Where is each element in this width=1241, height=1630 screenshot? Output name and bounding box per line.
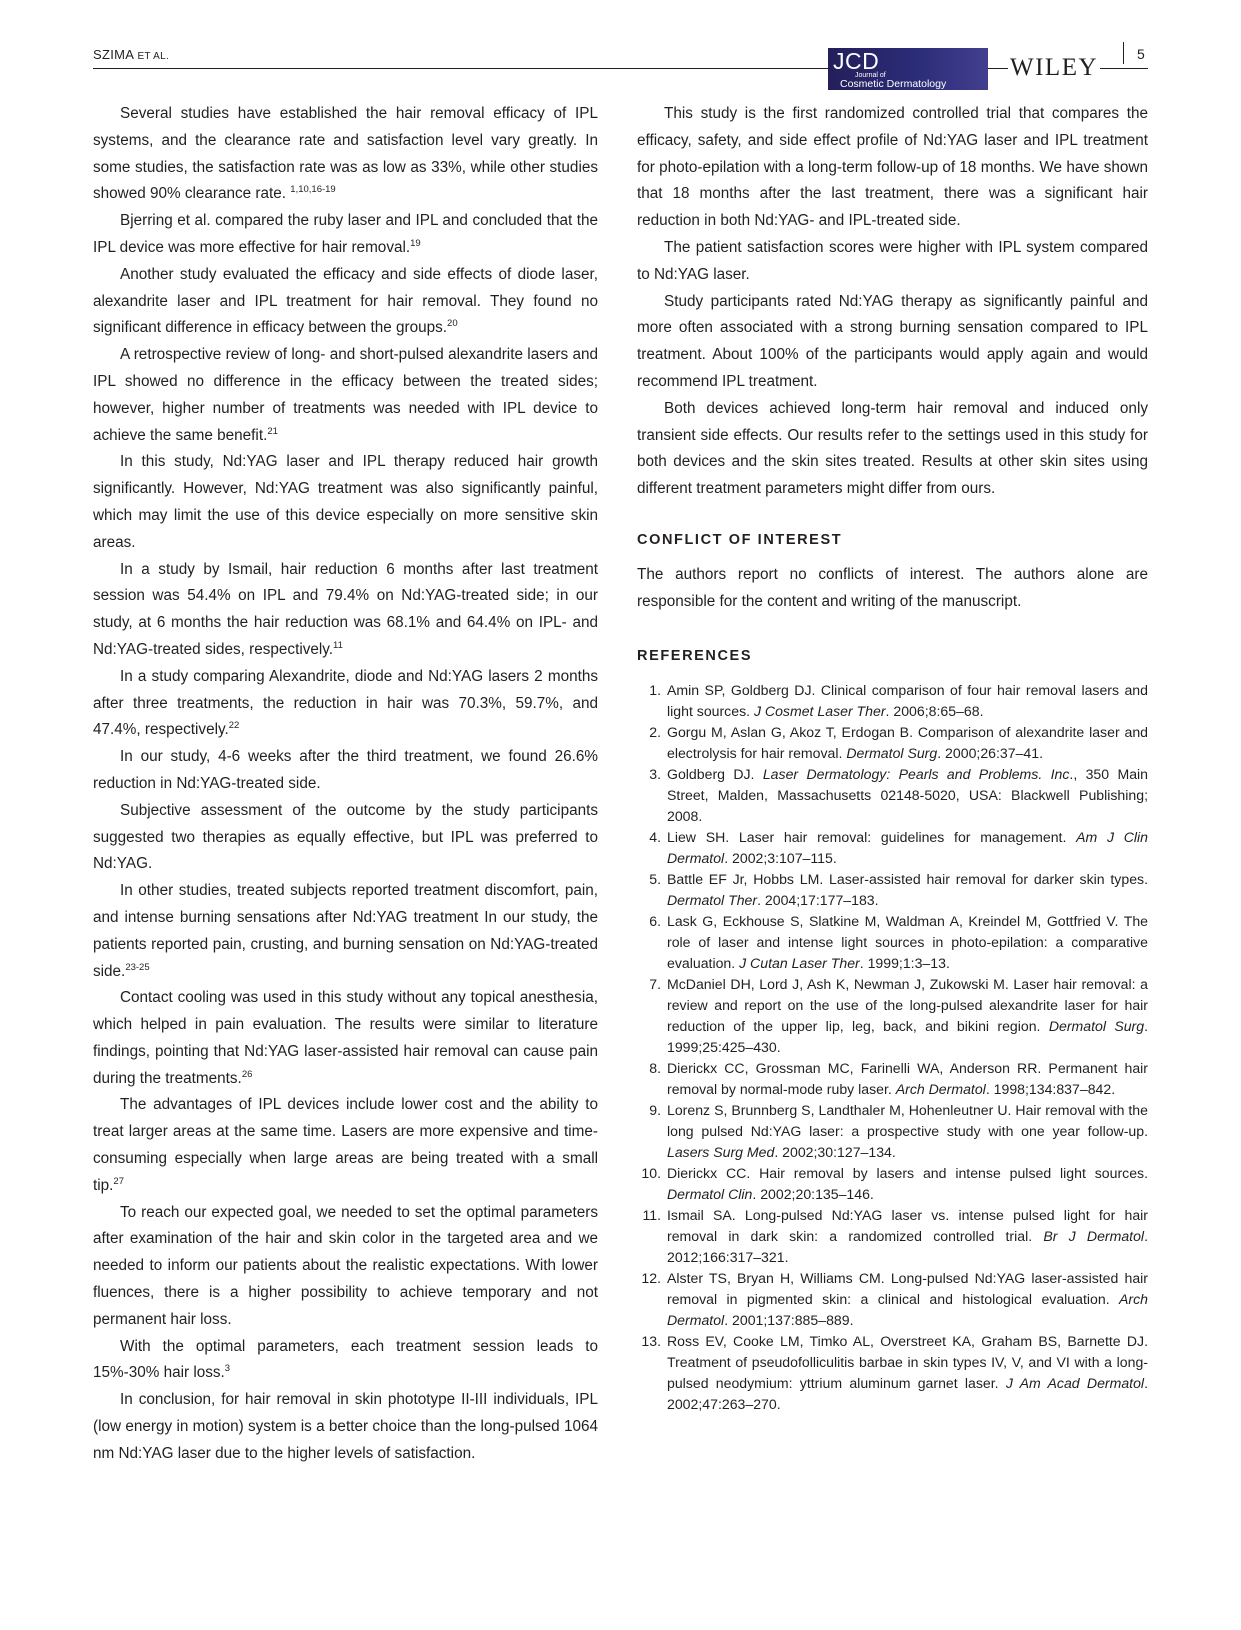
citation: 11 bbox=[333, 639, 343, 651]
reference-item bbox=[637, 1058, 1148, 1100]
reference-journal: Dermatol Ther bbox=[667, 891, 758, 908]
citation: 20 bbox=[447, 318, 458, 330]
paragraph: Both devices achieved long-term hair removal and induced only transient side effects. Our results refer to the settings used in this study for both devices and the skin sites treated. Results at other skin sites using different treatment parameters might differ from ours. bbox=[637, 399, 1148, 498]
reference-list bbox=[637, 680, 1148, 1415]
reference-journal: J Cosmet Laser Ther bbox=[753, 702, 886, 719]
reference-journal: Am J Clin Dermatol bbox=[667, 828, 1148, 866]
reference-item bbox=[637, 911, 1148, 974]
page-header bbox=[0, 0, 1241, 100]
reference-number: 7. bbox=[649, 975, 661, 992]
paragraph: In a study by Ismail, hair reduction 6 months after last treatment session was 54.4% on IPL and 79.4% on Nd:YAG-treated side; in our study, at 6 months the hair reduction was 68.1% and 64.4% on IPL- and Nd:YAG-treated sides, respectively.$^{11}$ bbox=[93, 560, 598, 658]
reference-text: McDaniel DH, Lord J, Ash K, Newman J, Zukowski M. Laser hair removal: a review and report on the use of the long-pulsed alexandrite laser for hair reduction of the upper lip, leg, back, and bikini region. Dermatol Surg. 1999;25:425–430. bbox=[667, 975, 1149, 1055]
citation: 19 bbox=[410, 237, 421, 249]
reference-journal: J Am Acad Dermatol bbox=[1005, 1374, 1145, 1391]
reference-item bbox=[637, 680, 1148, 722]
reference-number: 13. bbox=[641, 1332, 661, 1349]
paragraph: To reach our expected goal, we needed to set the optimal parameters after examination of the hair and skin color in the targeted area and we needed to inform our patients about the realistic expectations. With lower fluences, there is a higher possibility to achieve temporary and not permanent hair loss. bbox=[93, 1203, 598, 1328]
paragraph: In a study comparing Alexandrite, diode and Nd:YAG lasers 2 months after three treatments, the reduction in hair was 70.3%, 59.7%, and 47.4%, respectively.$^{22}$ bbox=[93, 667, 598, 739]
conflict-of-interest-heading: CONFLICT OF INTEREST bbox=[637, 531, 843, 548]
reference-number: 4. bbox=[649, 828, 661, 845]
reference-journal: Laser Dermatology: Pearls and Problems. Inc bbox=[762, 765, 1070, 782]
reference-text: Lask G, Eckhouse S, Slatkine M, Waldman A, Kreindel M, Gottfried V. The role of laser and intense light sources in photo-epilation: a comparative evaluation. J Cutan Laser Ther. 1999;1:3–13. bbox=[667, 912, 1148, 971]
journal-logo-abbr: JCD bbox=[833, 48, 880, 74]
paragraph: This study is the first randomized controlled trial that compares the efficacy, safety, and side effect profile of Nd:YAG laser and IPL treatment for photo-epilation with a long-term follow-up of 18 months. We have shown that 18 months after the last treatment, there was a significant hair reduction in both Nd:YAG- and IPL-treated side. bbox=[637, 105, 1148, 230]
reference-item bbox=[637, 974, 1148, 1058]
reference-number: 5. bbox=[649, 870, 661, 887]
reference-item bbox=[637, 722, 1148, 764]
journal-logo-small: Journal of bbox=[855, 72, 886, 79]
running-head-author: SZIMA bbox=[93, 47, 134, 62]
reference-item bbox=[637, 1100, 1148, 1163]
reference-text: Dierickx CC. Hair removal by lasers and intense pulsed light sources. Dermatol Clin. 2002;20:135–146. bbox=[667, 1164, 1148, 1202]
reference-journal: Arch Dermatol bbox=[667, 1290, 1148, 1328]
conflict-of-interest-text: The authors report no conflicts of interest. The authors alone are responsible for the content and writing of the manuscript. bbox=[637, 565, 1148, 610]
reference-text: Ismail SA. Long-pulsed Nd:YAG laser vs. intense pulsed light for hair removal in dark skin: a randomized controlled trial. Br J Dermatol. 2012;166:317–321. bbox=[667, 1206, 1148, 1265]
header-rule bbox=[93, 68, 1148, 69]
reference-number: 12. bbox=[641, 1269, 661, 1286]
page-number-divider bbox=[1123, 42, 1124, 64]
reference-item bbox=[637, 1205, 1148, 1268]
reference-text: Alster TS, Bryan H, Williams CM. Long-pulsed Nd:YAG laser-assisted hair removal in pigmented skin: a clinical and histological evaluation. Arch Dermatol. 2001;137:885–889. bbox=[667, 1269, 1148, 1328]
reference-text: Ross EV, Cooke LM, Timko AL, Overstreet KA, Graham BS, Barnette DJ. Treatment of pseudofolliculitis barbae in skin types IV, V, and VI with a long-pulsed neodymium: yttrium aluminum garnet laser. J Am Acad Dermatol. 2002;47:263–270. bbox=[667, 1332, 1148, 1412]
reference-journal: Dermatol Surg bbox=[846, 744, 938, 761]
reference-journal: Dermatol Clin bbox=[667, 1185, 753, 1202]
paragraph: In this study, Nd:YAG laser and IPL therapy reduced hair growth significantly. However, Nd:YAG treatment was also significantly painful, which may limit the use of this device especially on more sensitive skin areas. bbox=[93, 453, 598, 551]
publisher-logo: WILEY bbox=[1010, 54, 1099, 81]
page-number: 5 bbox=[1137, 46, 1145, 62]
paragraph: Subjective assessment of the outcome by the study participants suggested two therapies as equally effective, but IPL was preferred to Nd:YAG. bbox=[93, 801, 598, 873]
citation: 1,10,16-19 bbox=[290, 184, 336, 196]
reference-journal: Lasers Surg Med bbox=[667, 1143, 775, 1160]
reference-number: 9. bbox=[649, 1101, 661, 1118]
paragraph: In other studies, treated subjects reported treatment discomfort, pain, and intense burning sensations after Nd:YAG treatment In our study, the patients reported pain, crusting, and burning sensation on Nd:YAG-treated side.$^{23-25}$ bbox=[93, 882, 598, 980]
reference-text: Lorenz S, Brunnberg S, Landthaler M, Hohenleutner U. Hair removal with the long pulsed Nd:YAG laser: a prospective study with one year follow-up. Lasers Surg Med. 2002;30:127–134. bbox=[667, 1101, 1148, 1160]
reference-number: 8. bbox=[649, 1059, 661, 1076]
citation: 26 bbox=[241, 1068, 253, 1080]
reference-journal: Br J Dermatol bbox=[1043, 1227, 1145, 1244]
reference-number: 10. bbox=[641, 1164, 661, 1181]
reference-journal: Arch Dermatol bbox=[895, 1080, 986, 1097]
citation: 23-25 bbox=[125, 961, 150, 973]
paragraph: The advantages of IPL devices include lower cost and the ability to treat larger areas at the same time. Lasers are more expensive and time-consuming especially when large areas are being treated with a small tip.$^{27}$ bbox=[93, 1096, 598, 1194]
reference-item bbox=[637, 1331, 1148, 1415]
reference-item bbox=[637, 764, 1148, 827]
reference-text: Dierickx CC, Grossman MC, Farinelli WA, Anderson RR. Permanent hair removal by normal-mode ruby laser. Arch Dermatol. 1998;134:837–842. bbox=[667, 1059, 1148, 1097]
paragraph: In conclusion, for hair removal in skin phototype II-III individuals, IPL (low energy in motion) system is a better choice than the long-pulsed 1064 nm Nd:YAG laser due to the higher levels of satisfaction. bbox=[93, 1391, 598, 1462]
running-head-et-al: ET AL. bbox=[137, 51, 170, 62]
reference-text: Battle EF Jr, Hobbs LM. Laser-assisted hair removal for darker skin types. Dermatol Ther. 2004;17:177–183. bbox=[667, 870, 1148, 908]
paragraph: With the optimal parameters, each treatment session leads to 15%-30% hair loss.$^3$ bbox=[93, 1337, 598, 1382]
citation: 22 bbox=[228, 720, 240, 732]
paragraph: Study participants rated Nd:YAG therapy as significantly painful and more often associated with a strong burning sensation compared to IPL treatment. About 100% of the participants would apply again and would recommend IPL treatment. bbox=[637, 292, 1148, 390]
reference-journal: Dermatol Surg bbox=[1048, 1017, 1145, 1034]
paragraph: Another study evaluated the efficacy and side effects of diode laser, alexandrite laser and IPL treatment for hair removal. They found no significant difference in efficacy between the groups.$^{20}$ bbox=[93, 265, 598, 337]
citation: 21 bbox=[267, 425, 278, 437]
paragraph: The patient satisfaction scores were higher with IPL system compared to Nd:YAG laser. bbox=[637, 238, 1148, 283]
reference-number: 11. bbox=[642, 1206, 661, 1223]
running-head bbox=[93, 47, 169, 62]
reference-number: 1. bbox=[649, 681, 661, 698]
reference-item bbox=[637, 1163, 1148, 1205]
reference-item bbox=[637, 827, 1148, 869]
reference-number: 6. bbox=[649, 912, 661, 929]
left-column bbox=[93, 101, 598, 1468]
citation: 27 bbox=[113, 1175, 124, 1187]
reference-text: Amin SP, Goldberg DJ. Clinical comparison of four hair removal lasers and light sources. J Cosmet Laser Ther. 2006;8:65–68. bbox=[667, 681, 1148, 719]
right-column bbox=[637, 101, 1148, 1415]
journal-logo-name: Cosmetic Dermatology bbox=[840, 78, 947, 90]
journal-logo bbox=[828, 48, 988, 90]
paragraph: Several studies have established the hair removal efficacy of IPL systems, and the clearance rate and satisfaction level vary greatly. In some studies, the satisfaction rate was as low as 33%, while other studies showed 90% clearance rate. $^{1,10,16-19}$ bbox=[93, 105, 598, 203]
reference-journal: J Cutan Laser Ther bbox=[739, 954, 860, 971]
reference-text: Gorgu M, Aslan G, Akoz T, Erdogan B. Comparison of alexandrite laser and electrolysis for hair removal. Dermatol Surg. 2000;26:37–41. bbox=[667, 723, 1148, 761]
references-heading: REFERENCES bbox=[637, 647, 753, 664]
paragraph: Bjerring et al. compared the ruby laser and IPL and concluded that the IPL device was more effective for hair removal.$^{19}$ bbox=[93, 212, 598, 256]
citation: 3 bbox=[224, 1363, 231, 1375]
reference-number: 3. bbox=[649, 765, 661, 782]
paragraph: Contact cooling was used in this study without any topical anesthesia, which helped in pain evaluation. The results were similar to literature findings, pointing that Nd:YAG laser-assisted hair removal can cause pain during the treatments.$^{26}$ bbox=[93, 989, 598, 1087]
paragraph: A retrospective review of long- and short-pulsed alexandrite lasers and IPL showed no difference in the efficacy between the treated sides; however, higher number of treatments was needed with IPL device to achieve the same benefit.$^{21}$ bbox=[93, 346, 598, 444]
reference-text: Liew SH. Laser hair removal: guidelines for management. Am J Clin Dermatol. 2002;3:107–115. bbox=[667, 828, 1148, 866]
paragraph: In our study, 4-6 weeks after the third treatment, we found 26.6% reduction in Nd:YAG-treated side. bbox=[93, 748, 598, 792]
reference-number: 2. bbox=[649, 723, 661, 740]
reference-item bbox=[637, 869, 1148, 911]
reference-text: Goldberg DJ. Laser Dermatology: Pearls and Problems. Inc., 350 Main Street, Malden, Massachusetts 02148-5020, USA: Blackwell Publishing; 2008. bbox=[667, 765, 1149, 824]
reference-item bbox=[637, 1268, 1148, 1331]
